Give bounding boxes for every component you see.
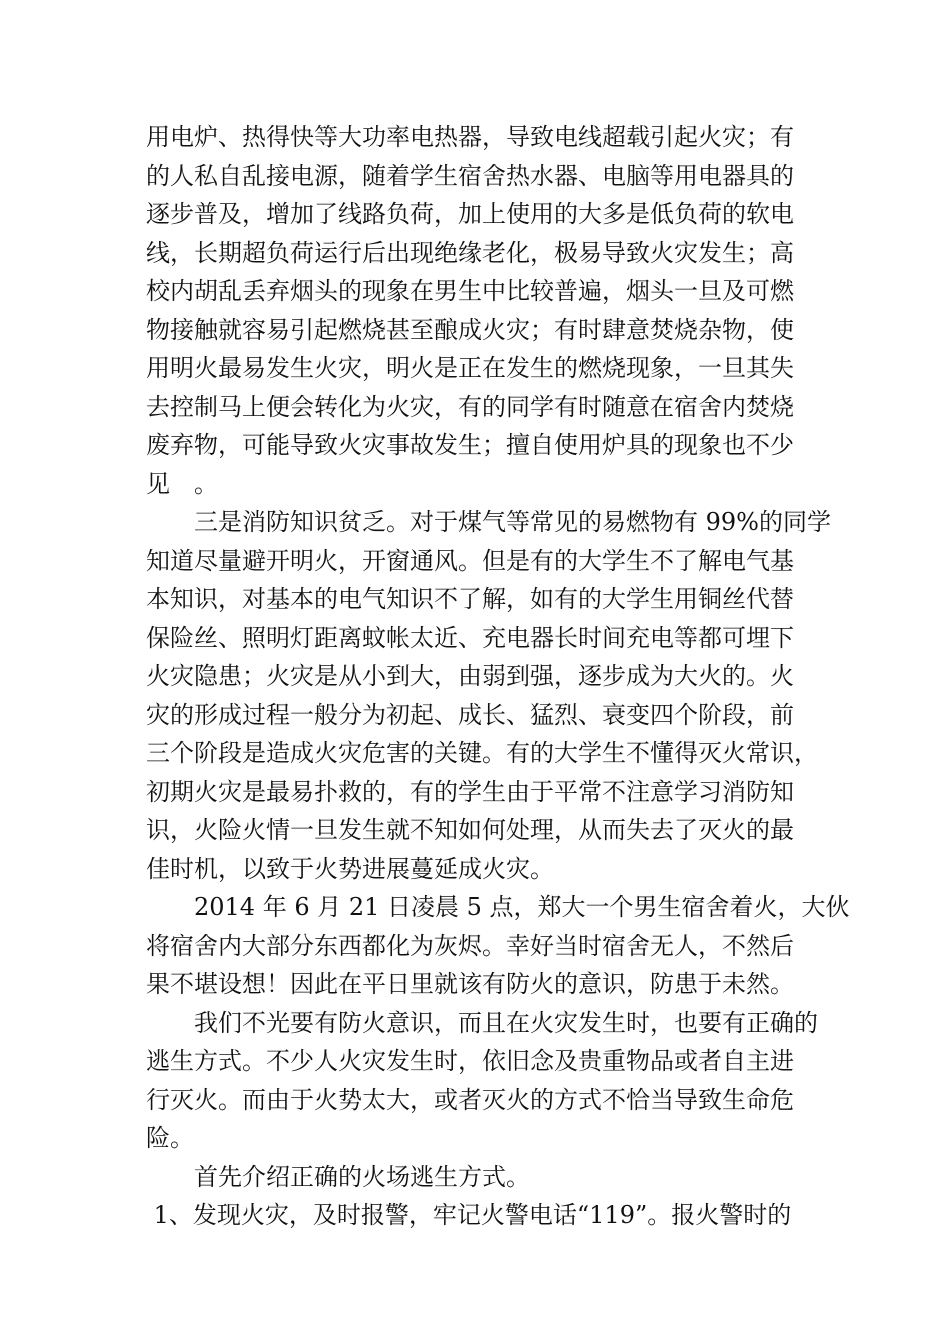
text-line: 用电炉、热得快等大功率电热器，导致电线超载引起火灾；有	[146, 123, 794, 151]
text-line: 首先介绍正确的火场逃生方式。	[146, 1162, 530, 1191]
text-line: 1、发现火灾，及时报警，牢记火警电话“119”。报火警时的	[146, 1201, 792, 1229]
text-line: 线，长期超负荷运行后出现绝缘老化，极易导致火灾发生；高	[146, 238, 794, 267]
text-line: 知道尽量避开明火，开窗通风。但是有的大学生不了解电气基	[146, 546, 794, 575]
text-line: 见 。	[146, 469, 218, 498]
text-line: 本知识，对基本的电气知识不了解，如有的大学生用铜丝代替	[146, 585, 794, 613]
text-line: 行灭火。而由于火势太大，或者灭火的方式不恰当导致生命危	[146, 1085, 794, 1114]
text-line: 识，火险火情一旦发生就不知如何处理，从而失去了灭火的最	[146, 816, 794, 844]
text-line: 废弃物，可能导致火灾事故发生；擅自使用炉具的现象也不少	[146, 431, 794, 459]
text-line: 三个阶段是造成火灾危害的关键。有的大学生不懂得灭火常识，	[146, 739, 818, 767]
text-line: 2014 年 6 月 21 日凌晨 5 点，郑大一个男生宿舍着火，大伙	[146, 893, 850, 921]
text-line: 逐步普及，增加了线路负荷，加上使用的大多是低负荷的软电	[146, 200, 794, 228]
text-line: 保险丝、照明灯距离蚊帐太近、充电器长时间充电等都可埋下	[146, 623, 794, 652]
text-line: 将宿舍内大部分东西都化为灰烬。幸好当时宿舍无人，不然后	[146, 931, 794, 960]
text-line: 灾的形成过程一般分为初起、成长、猛烈、衰变四个阶段，前	[146, 700, 794, 729]
text-line: 初期火灾是最易扑救的，有的学生由于平常不注意学习消防知	[146, 777, 794, 806]
text-line: 物接触就容易引起燃烧甚至酿成火灾；有时肆意焚烧杂物，使	[146, 315, 794, 344]
text-line: 逃生方式。不少人火灾发生时，依旧念及贵重物品或者自主进	[146, 1047, 794, 1075]
text-line: 校内胡乱丢弃烟头的现象在男生中比较普遍，烟头一旦及可燃	[146, 277, 794, 305]
text-line: 险。	[146, 1124, 194, 1152]
text-line: 用明火最易发生火灾，明火是正在发生的燃烧现象，一旦其失	[146, 354, 794, 382]
text-line: 三是消防知识贫乏。对于煤气等常见的易燃物有 99%的同学	[146, 508, 831, 536]
body-text	[146, 118, 850, 1235]
text-line: 去控制马上便会转化为火灾，有的同学有时随意在宿舍内焚烧	[146, 392, 794, 421]
text-line: 佳时机，以致于火势进展蔓延成火灾。	[146, 854, 554, 883]
text-line: 火灾隐患；火灾是从小到大，由弱到强，逐步成为大火的。火	[146, 662, 794, 690]
text-line: 果不堪设想！因此在平日里就该有防火的意识，防患于未然。	[146, 970, 794, 998]
text-line: 我们不光要有防火意识，而且在火灾发生时，也要有正确的	[146, 1008, 818, 1037]
text-line: 的人私自乱接电源，随着学生宿舍热水器、电脑等用电器具的	[146, 161, 794, 190]
